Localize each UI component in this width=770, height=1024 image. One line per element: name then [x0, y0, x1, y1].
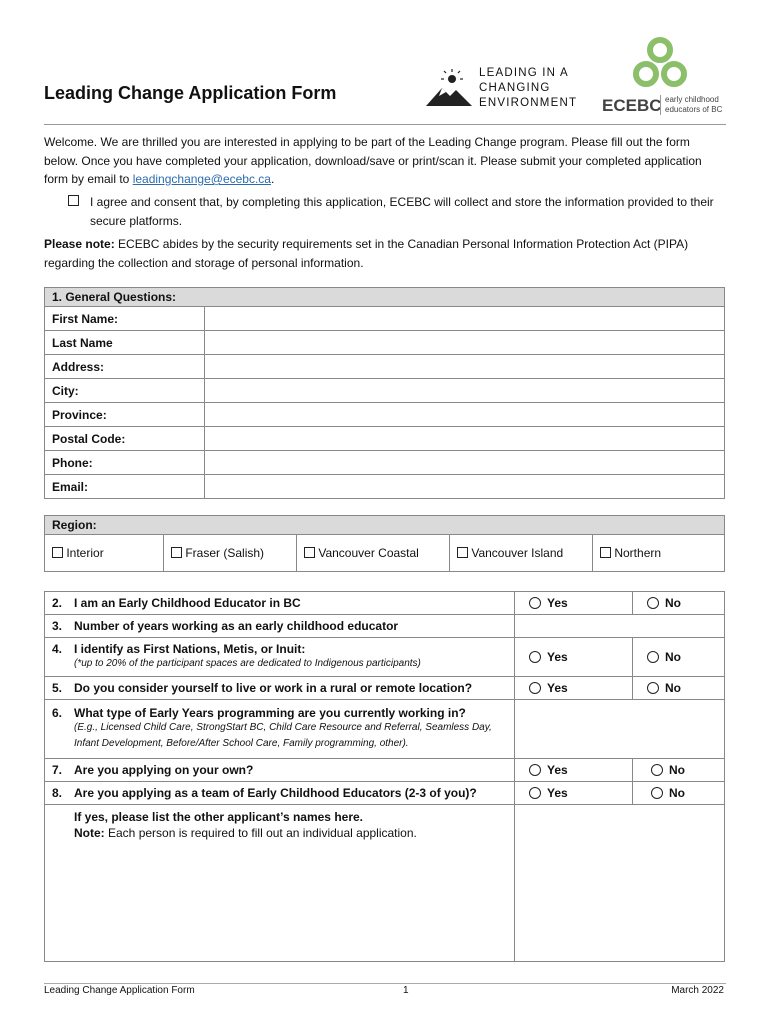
- region-label: Interior: [66, 546, 104, 560]
- question-5: [45, 677, 515, 700]
- question-text: What type of Early Years programming are you currently working in?: [74, 706, 466, 720]
- last-name-input[interactable]: [205, 331, 725, 355]
- team-names-input[interactable]: [515, 805, 725, 962]
- general-heading: 1. General Questions:: [45, 288, 725, 307]
- leading-logo: [424, 62, 594, 112]
- intro-text: Welcome. We are thrilled you are interested in applying to be part of the Leading Change program. Please fill out the form below. Once you have completed your application, download/save or print/scan it. Please submit your completed application form by email to: [44, 135, 702, 186]
- yes-label: Yes: [547, 763, 568, 777]
- region-checkbox[interactable]: [171, 547, 182, 558]
- no-label: No: [665, 650, 681, 664]
- city-input[interactable]: [205, 379, 725, 403]
- footer-date: March 2022: [671, 985, 724, 996]
- question-text: Number of years working as an early childhood educator: [74, 619, 399, 633]
- region-label: Northern: [614, 546, 662, 560]
- address-input[interactable]: [205, 355, 725, 379]
- team-prompt-line: If yes, please list the other applicant’s names here.: [74, 810, 363, 824]
- region-checkbox[interactable]: [304, 547, 315, 558]
- region-checkbox[interactable]: [457, 547, 468, 558]
- team-note-label: Note:: [74, 826, 105, 840]
- page-title: Leading Change Application Form: [44, 83, 337, 103]
- region-option-interior[interactable]: [45, 535, 164, 572]
- yes-option[interactable]: [515, 638, 633, 677]
- mountain-sun-icon: [424, 62, 480, 110]
- field-label: City:: [45, 379, 205, 403]
- team-names-prompt: [45, 805, 515, 962]
- logo-line-1: LEADING IN A: [479, 67, 569, 79]
- yes-radio[interactable]: [529, 651, 541, 663]
- ecebc-logo: [602, 36, 726, 116]
- intro-end: .: [270, 172, 275, 186]
- consent-text: I agree and consent that, by completing this application, ECEBC will collect and store the information provided to their secure platforms.: [90, 195, 714, 228]
- general-questions-table: [44, 287, 725, 499]
- yes-radio[interactable]: [529, 597, 541, 609]
- no-option[interactable]: [633, 759, 725, 782]
- no-radio[interactable]: [647, 597, 659, 609]
- question-text: Are you applying on your own?: [74, 763, 254, 777]
- question-subtext: (E.g., Licensed Child Care, StrongStart BC, Child Care Resource and Referral, Seamless Day, Infant Development, Before/After School Care, Family programming, other).: [74, 722, 492, 749]
- yes-radio[interactable]: [529, 682, 541, 694]
- yes-option[interactable]: [515, 677, 633, 700]
- privacy-note: [44, 235, 724, 272]
- no-label: No: [669, 786, 685, 800]
- question-7: [45, 759, 515, 782]
- yes-radio[interactable]: [529, 787, 541, 799]
- question-number: 5.: [52, 681, 63, 695]
- footer-title: Leading Change Application Form: [44, 985, 195, 996]
- programming-input[interactable]: [515, 700, 725, 759]
- region-heading: Region:: [45, 516, 725, 535]
- question-8: [45, 782, 515, 805]
- email-link[interactable]: leadingchange@ecebc.ca: [132, 172, 271, 186]
- no-label: No: [665, 681, 681, 695]
- question-text: Are you applying as a team of Early Childhood Educators (2-3 of you)?: [74, 786, 477, 800]
- no-radio[interactable]: [647, 651, 659, 663]
- years-input[interactable]: [515, 615, 725, 638]
- region-option-fraser[interactable]: [164, 535, 297, 572]
- note-text: ECEBC abides by the security requirements set in the Canadian Personal Information Protection Act (PIPA) regarding the collection and storage of personal information.: [44, 237, 689, 270]
- question-4: [45, 638, 515, 677]
- region-table: [44, 515, 725, 572]
- logo-line-2: CHANGING: [479, 82, 551, 94]
- yes-option[interactable]: [515, 782, 633, 805]
- question-number: 3.: [52, 619, 63, 633]
- yes-label: Yes: [547, 596, 568, 610]
- yes-label: Yes: [547, 786, 568, 800]
- question-number: 2.: [52, 596, 63, 610]
- region-label: Vancouver Coastal: [318, 546, 419, 560]
- question-text: Do you consider yourself to live or work in a rural or remote location?: [74, 681, 473, 695]
- question-number: 4.: [52, 642, 63, 656]
- question-3: [45, 615, 515, 638]
- province-input[interactable]: [205, 403, 725, 427]
- yes-option[interactable]: [515, 592, 633, 615]
- no-option[interactable]: [633, 677, 725, 700]
- logo-line-3: ENVIRONMENT: [479, 97, 578, 109]
- no-option[interactable]: [633, 592, 725, 615]
- field-label: Province:: [45, 403, 205, 427]
- question-2: [45, 592, 515, 615]
- first-name-input[interactable]: [205, 307, 725, 331]
- field-label: Email:: [45, 475, 205, 499]
- question-number: 6.: [52, 706, 63, 720]
- region-checkbox[interactable]: [600, 547, 611, 558]
- team-note-text: Each person is required to fill out an individual application.: [104, 826, 417, 840]
- note-label: Please note:: [44, 237, 115, 251]
- field-label: Last Name: [45, 331, 205, 355]
- no-label: No: [669, 763, 685, 777]
- no-option[interactable]: [633, 638, 725, 677]
- no-label: No: [665, 596, 681, 610]
- region-option-vancouver-island[interactable]: [450, 535, 593, 572]
- postal-code-input[interactable]: [205, 427, 725, 451]
- question-number: 8.: [52, 786, 63, 800]
- page-number: 1: [403, 985, 409, 996]
- field-label: Phone:: [45, 451, 205, 475]
- trefoil-icon: [630, 36, 690, 92]
- intro-paragraph: [44, 133, 724, 189]
- yes-label: Yes: [547, 681, 568, 695]
- region-option-vancouver-coastal[interactable]: [297, 535, 450, 572]
- region-option-northern[interactable]: [593, 535, 725, 572]
- question-subtext: (*up to 20% of the participant spaces are dedicated to Indigenous participants): [74, 658, 421, 669]
- no-option[interactable]: [633, 782, 725, 805]
- no-radio[interactable]: [651, 764, 663, 776]
- phone-input[interactable]: [205, 451, 725, 475]
- region-checkbox[interactable]: [52, 547, 63, 558]
- field-label: First Name:: [45, 307, 205, 331]
- yes-radio[interactable]: [529, 764, 541, 776]
- email-input[interactable]: [205, 475, 725, 499]
- field-label: Address:: [45, 355, 205, 379]
- header-divider: [44, 124, 726, 125]
- region-label: Vancouver Island: [471, 546, 564, 560]
- no-radio[interactable]: [651, 787, 663, 799]
- region-label: Fraser (Salish): [185, 546, 265, 560]
- field-label: Postal Code:: [45, 427, 205, 451]
- consent-row: [68, 193, 728, 230]
- question-text: I identify as First Nations, Metis, or Inuit:: [74, 642, 306, 656]
- ecebc-sub-1: early childhood: [665, 95, 719, 104]
- ecebc-wordmark: ECEBC: [602, 96, 662, 115]
- yes-label: Yes: [547, 650, 568, 664]
- ecebc-sub-2: educators of BC: [665, 105, 723, 114]
- no-radio[interactable]: [647, 682, 659, 694]
- consent-checkbox[interactable]: [68, 195, 79, 206]
- questions-table: [44, 591, 725, 962]
- question-6: [45, 700, 515, 759]
- question-text: I am an Early Childhood Educator in BC: [74, 596, 301, 610]
- yes-option[interactable]: [515, 759, 633, 782]
- question-number: 7.: [52, 763, 63, 777]
- footer-divider: [44, 983, 726, 984]
